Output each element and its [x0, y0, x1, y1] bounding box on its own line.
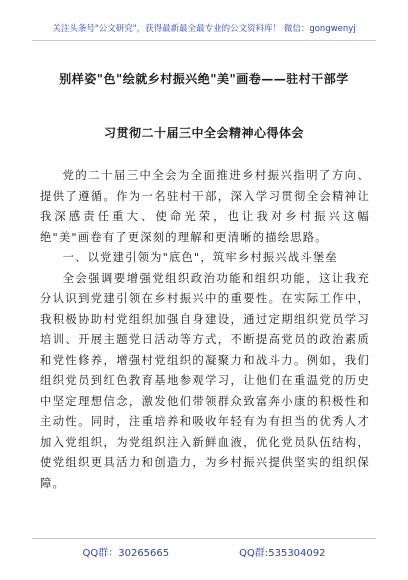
document-title-line-1: 别样姿"色"绘就乡村振兴绝"美"画卷——驻村干部学	[59, 72, 349, 86]
document-body	[40, 166, 370, 494]
promo-banner: 关注头条号"公文研究"，获得最新最全最专业的公文资料库！ 微信：gongwenyj	[52, 24, 356, 34]
footer	[0, 544, 408, 559]
footer-divider	[32, 538, 376, 539]
section-paragraph: 全会强调要增强党组织政治功能和组织功能，这让我充分认识到党建引领在乡村振兴中的重要性。在实际工作中，我积极协助村党组织加强自身建设，通过定期组织党员学习培训、开展主题党日活动等方式，不断提高党员的政治素质和党性修养，增强村党组织的凝聚力和战斗力。例如，我们组织党员到红色教育基地参观学习，让他们在重温党的历史中坚定理想信念，激发他们带领群众致富奔小康的积极性和主动性。同时，注重培养和吸收年轻有为有担当的优秀人才加入党组织，为党组织注入新鲜血液，优化党员队伍结构，使党组织更具活力和创造力，为乡村振兴提供坚实的组织保障。	[40, 271, 370, 490]
header-divider	[32, 40, 376, 41]
section-heading: 一、以党建引领为"底色"，筑牢乡村振兴战斗堡垒	[62, 251, 338, 264]
qq-group-right: QQ群:535304092	[239, 548, 326, 559]
intro-paragraph: 党的二十届三中全会为全面推进乡村振兴指明了方向、提供了遵循。作为一名驻村干部，深入学习贯彻全会精神让我深感责任重大、使命光荣，也让我对乡村振兴这幅绝"美"画卷有了更深刻的理解和更清晰的描绘思路。	[40, 169, 370, 244]
qq-group-left: QQ群：30265665	[82, 548, 170, 559]
document-title-line-2: 习贯彻二十届三中全会精神心得体会	[103, 126, 304, 140]
